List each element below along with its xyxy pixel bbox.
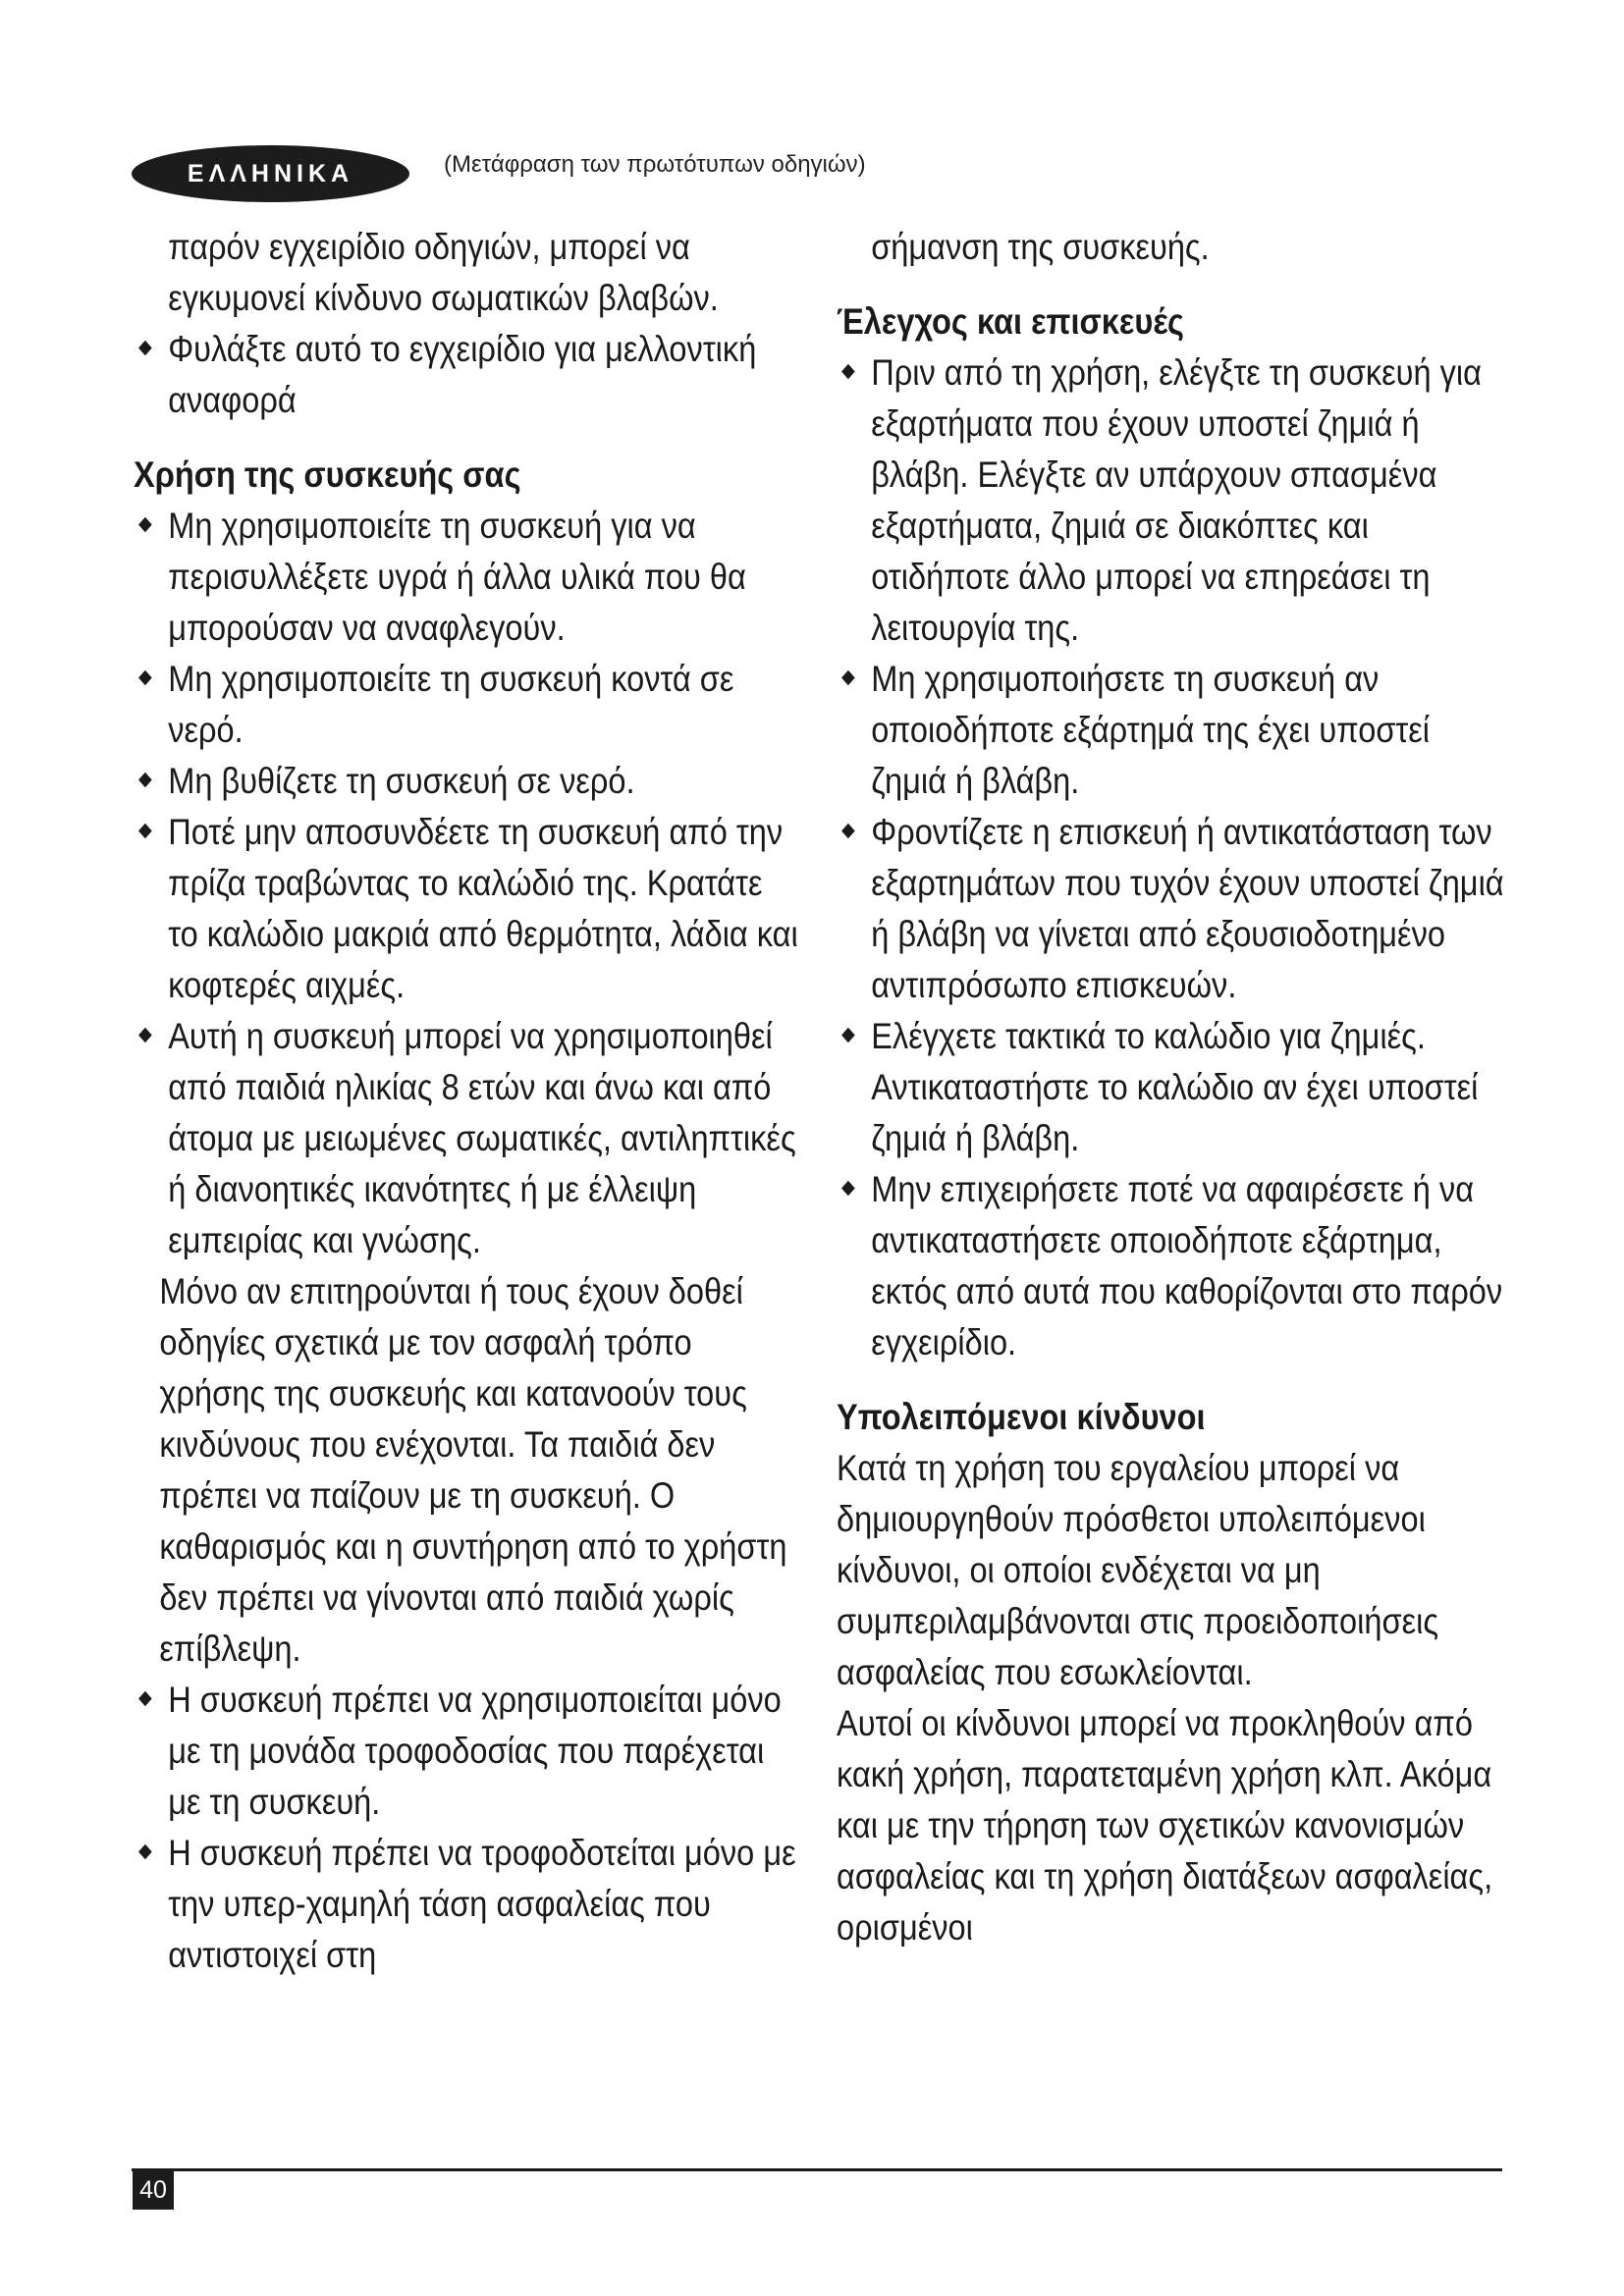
residual-paragraph-1: Κατά τη χρήση του εργαλείου μπορεί να δημιουργηθούν πρόσθετοι υπολειπόμενοι κίνδυνοι, οι οποίοι ενδέχεται να μη συμπεριλαμβάνονται στις προειδοποιήσεις ασφαλείας που εσωκλείονται. xyxy=(837,1448,1439,1692)
continuation-text: σήμανση της συσκευής. xyxy=(871,227,1210,267)
right-column xyxy=(837,222,1510,1953)
language-badge: ΕΛΛΗΝΙΚΑ xyxy=(132,145,409,202)
bullet-item: Μη βυθίζετε τη συσκευή σε νερό. xyxy=(134,756,799,807)
bullet-item: Μην επιχειρήσετε ποτέ να αφαιρέσετε ή να αντικαταστήσετε οποιοδήποτε εξάρτημα, εκτός από αυτά που καθορίζονται στο παρόν εγχειρίδιο. xyxy=(837,1164,1510,1368)
continuation-text: παρόν εγχειρίδιο οδηγιών, μπορεί να εγκυμονεί κίνδυνο σωματικών βλαβών. xyxy=(168,227,719,318)
bullet-item: Φυλάξτε αυτό το εγχειρίδιο για μελλοντική αναφορά xyxy=(134,324,799,426)
bullet-icon xyxy=(138,1028,152,1043)
bullet-icon xyxy=(138,670,152,686)
section-heading-residual: Υπολειπόμενοι κίνδυνοι xyxy=(837,1397,1206,1437)
bullet-item: Φροντίζετε η επισκευή ή αντικατάσταση των εξαρτημάτων που τυχόν έχουν υποστεί ζημιά ή βλάβη να γίνεται από εξουσιοδοτημένο αντιπρόσωπο επισκευών. xyxy=(837,807,1510,1011)
page-number: 40 xyxy=(133,2170,174,2210)
bullet-item: Μη χρησιμοποιείτε τη συσκευή για να περισυλλέξετε υγρά ή άλλα υλικά που θα μπορούσαν να αναφλεγούν. xyxy=(134,501,799,654)
bullet-icon xyxy=(841,824,855,839)
bullet-icon xyxy=(841,670,855,686)
bullet-item: Ελέγχετε τακτικά το καλώδιο για ζημιές. Αντικαταστήστε το καλώδιο αν έχει υποστεί ζημιά ή βλάβη. xyxy=(837,1011,1510,1164)
bullet-icon xyxy=(138,773,152,788)
bullet-item: Η συσκευή πρέπει να χρησιμοποιείται μόνο με τη μονάδα τροφοδοσίας που παρέχεται με τη συσκευή. xyxy=(134,1675,799,1828)
bullet-icon xyxy=(138,824,152,839)
translation-subtitle: (Μετάφραση των πρωτότυπων οδηγιών) xyxy=(444,151,866,178)
bullet-item: Ποτέ μην αποσυνδέετε τη συσκευή από την πρίζα τραβώντας το καλώδιό της. Κρατάτε το καλώδιο μακριά από θερμότητα, λάδια και κοφτερές αιχμές. xyxy=(134,807,799,1011)
bullet-icon xyxy=(841,1028,855,1043)
bullet-item: Μη χρησιμοποιείτε τη συσκευή κοντά σε νερό. xyxy=(134,654,799,756)
residual-paragraph-2: Αυτοί οι κίνδυνοι μπορεί να προκληθούν από κακή χρήση, παρατεταμένη χρήση κλπ. Ακόμα και με την τήρηση των σχετικών κανονισμών ασφαλείας και τη χρήση διατάξεων ασφαλείας, ορισμένοι xyxy=(837,1703,1493,1948)
section-heading-use: Χρήση της συσκευής σας xyxy=(134,454,521,495)
bullet-icon xyxy=(841,364,855,380)
bullet-item: Μη χρησιμοποιήσετε τη συσκευή αν οποιοδήποτε εξάρτημά της έχει υποστεί ζημιά ή βλάβη. xyxy=(837,654,1510,807)
footer-rule xyxy=(132,2168,1502,2171)
bullet-item: Πριν από τη χρήση, ελέγξτε τη συσκευή για εξαρτήματα που έχουν υποστεί ζημιά ή βλάβη. Ελέγξτε αν υπάρχουν σπασμένα εξαρτήματα, ζημιά σε διακόπτες και οτιδήποτε άλλο μπορεί να επηρεάσει τη λειτουργία της. xyxy=(837,347,1510,654)
bullet-item: Αυτή η συσκευή μπορεί να χρησιμοποιηθεί από παιδιά ηλικίας 8 ετών και άνω και από άτομα με μειωμένες σωματικές, αντιληπτικές ή διανοητικές ικανότητες ή με έλλειψη εμπειρίας και γνώσης. xyxy=(134,1011,799,1266)
bullet-icon xyxy=(138,517,152,533)
bullet-icon xyxy=(138,1691,152,1707)
bullet-icon xyxy=(841,1181,855,1197)
bullet-icon xyxy=(138,1844,152,1860)
children-paragraph: Μόνο αν επιτηρούνται ή τους έχουν δοθεί οδηγίες σχετικά με τον ασφαλή τρόπο χρήσης της συσκευής και κατανοούν τους κινδύνους που ενέχονται. Τα παιδιά δεν πρέπει να παίζουν με τη συσκευή. Ο καθαρισμός και η συντήρηση από το χρήστη δεν πρέπει να γίνονται από παιδιά χωρίς επίβλεψη. xyxy=(159,1271,787,1669)
bullet-item: Η συσκευή πρέπει να τροφοδοτείται μόνο με την υπερ-χαμηλή τάση ασφαλείας που αντιστοιχεί στη xyxy=(134,1828,799,1981)
section-heading-checks: Έλεγχος και επισκευές xyxy=(837,301,1184,342)
left-column xyxy=(134,222,799,1981)
bullet-icon xyxy=(138,341,152,356)
